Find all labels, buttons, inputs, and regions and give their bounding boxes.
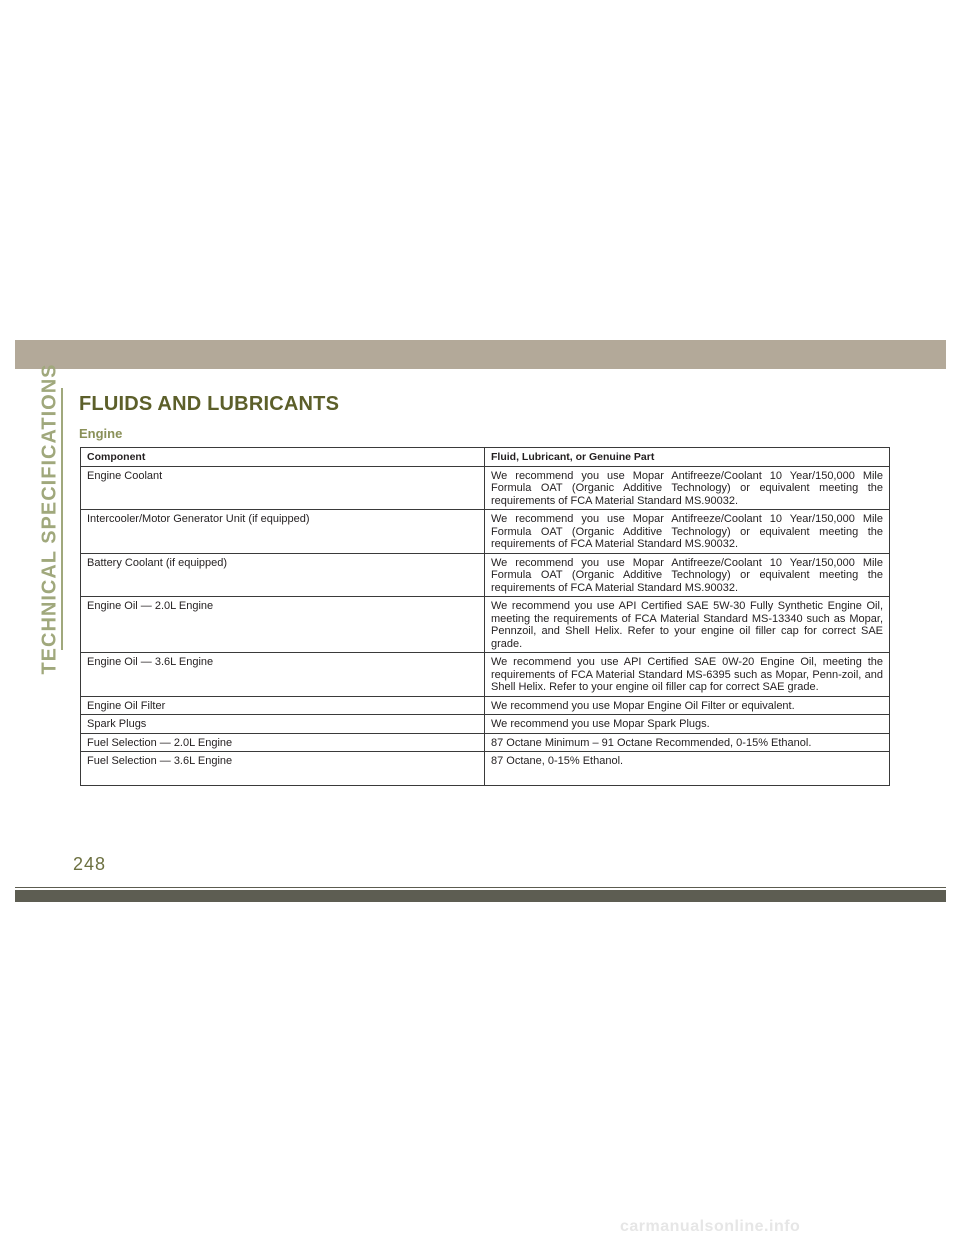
- table-row: [81, 752, 890, 786]
- table-cell-component: Battery Coolant (if equipped): [81, 553, 485, 597]
- footer-rule: [15, 887, 946, 888]
- table-cell-fluid: 87 Octane Minimum – 91 Octane Recommended, 0-15% Ethanol.: [485, 733, 890, 752]
- table-cell-component: Spark Plugs: [81, 715, 485, 734]
- table-row: [81, 733, 890, 752]
- table-row: [81, 466, 890, 510]
- site-watermark: carmanualsonline.info: [620, 1218, 801, 1235]
- table-row: [81, 696, 890, 715]
- page-number: 248: [73, 854, 107, 874]
- table-row: [81, 597, 890, 653]
- table-row: [81, 715, 890, 734]
- fluids-table: [80, 447, 890, 786]
- table-cell-fluid: We recommend you use Mopar Antifreeze/Coolant 10 Year/150,000 Mile Formula OAT (Organic Additive Technology) or equivalent meeting the requirements of FCA Material Standard MS.90032.: [485, 553, 890, 597]
- table-cell-component: Engine Coolant: [81, 466, 485, 510]
- table-header-component: Component: [81, 448, 485, 467]
- subsection-title: Engine: [79, 426, 123, 441]
- table-cell-component: Engine Oil — 3.6L Engine: [81, 653, 485, 697]
- table-cell-fluid: We recommend you use API Certified SAE 5W-30 Fully Synthetic Engine Oil, meeting the requirements of FCA Material Standard MS-13340 such as Mopar, Pennzoil, and Shell Helix. Refer to your engine oil filler cap for correct SAE grade.: [485, 597, 890, 653]
- table-cell-fluid: 87 Octane, 0-15% Ethanol.: [485, 752, 890, 786]
- section-title: FLUIDS AND LUBRICANTS: [79, 393, 340, 415]
- table-cell-fluid: We recommend you use Mopar Engine Oil Filter or equivalent.: [485, 696, 890, 715]
- table-row: [81, 553, 890, 597]
- table-cell-component: Engine Oil — 2.0L Engine: [81, 597, 485, 653]
- chapter-side-tab[interactable]: [38, 363, 62, 675]
- chapter-side-tab-label: TECHNICAL SPECIFICATIONS: [38, 363, 61, 675]
- footer-band: [15, 890, 946, 902]
- table-cell-fluid: We recommend you use Mopar Spark Plugs.: [485, 715, 890, 734]
- table-header-row: [81, 448, 890, 467]
- table-cell-fluid: We recommend you use Mopar Antifreeze/Coolant 10 Year/150,000 Mile Formula OAT (Organic Additive Technology) or equivalent meeting the requirements of FCA Material Standard MS.90032.: [485, 510, 890, 554]
- table-cell-component: Intercooler/Motor Generator Unit (if equipped): [81, 510, 485, 554]
- table-cell-component: Fuel Selection — 2.0L Engine: [81, 733, 485, 752]
- table-row: [81, 653, 890, 697]
- table-cell-fluid: We recommend you use Mopar Antifreeze/Coolant 10 Year/150,000 Mile Formula OAT (Organic Additive Technology) or equivalent meeting the requirements of FCA Material Standard MS.90032.: [485, 466, 890, 510]
- table-row: [81, 510, 890, 554]
- table-cell-fluid: We recommend you use API Certified SAE 0W-20 Engine Oil, meeting the requirements of FCA Material Standard MS-6395 such as Mopar, Penn-zoil, and Shell Helix. Refer to your engine oil filler cap for correct SAE grade.: [485, 653, 890, 697]
- chapter-side-divider: [61, 388, 63, 650]
- table-cell-component: Engine Oil Filter: [81, 696, 485, 715]
- table-cell-component: Fuel Selection — 3.6L Engine: [81, 752, 485, 786]
- table-header-fluid: Fluid, Lubricant, or Genuine Part: [485, 448, 890, 467]
- header-band: [15, 340, 946, 369]
